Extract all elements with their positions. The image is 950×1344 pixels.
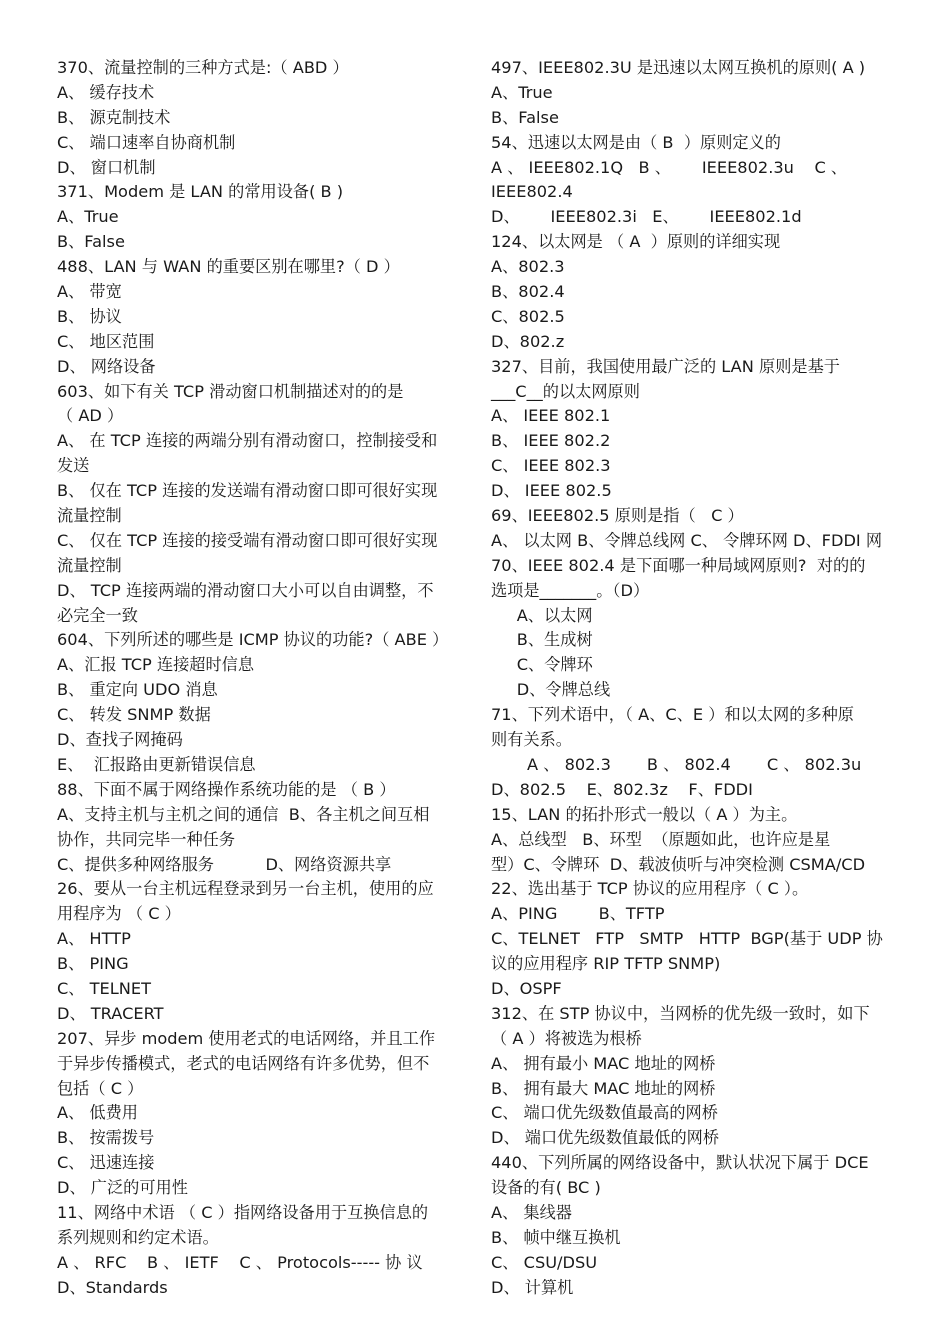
text-line: D、OSPF bbox=[491, 978, 562, 998]
text-line: A、 拥有最小 MAC 地址的网桥 bbox=[491, 1053, 716, 1073]
text-line: 327、目前，我国使用最广泛的 LAN 原则是基于 bbox=[491, 356, 840, 376]
text-line: D、 端口优先级数值最低的网桥 bbox=[491, 1128, 720, 1148]
text-line: D、802.5 E、802.3z F、FDDI bbox=[491, 779, 753, 799]
text-line: 系列规则和约定术语。 bbox=[57, 1227, 219, 1247]
text-line: 312、在 STP 协议中，当网桥的优先级一致时，如下 bbox=[491, 1003, 870, 1023]
text-line: 11、网络中术语 （ C ）指网络设备用于互换信息的 bbox=[57, 1202, 429, 1222]
text-line: A 、 802.3 B 、 802.4 C 、 802.3u bbox=[491, 754, 862, 774]
text-line: C、TELNET FTP SMTP HTTP BGP(基于 UDP 协 bbox=[491, 929, 883, 949]
text-line: 包括（ C ） bbox=[57, 1078, 144, 1098]
text-line: 54、迅速以太网是由（ B ）原则定义的 bbox=[491, 132, 781, 152]
text-line: A、 集线器 bbox=[491, 1202, 572, 1222]
text-line: A、802.3 bbox=[491, 257, 565, 277]
text-line: A、支持主机与主机之间的通信 B、各主机之间互相 bbox=[57, 804, 430, 824]
left-column bbox=[57, 56, 459, 1301]
text-line: B、 源克制技术 bbox=[57, 107, 171, 127]
text-line: A、汇报 TCP 连接超时信息 bbox=[57, 655, 255, 675]
text-line: C、 IEEE 802.3 bbox=[491, 456, 611, 476]
text-line: B、 协议 bbox=[57, 306, 122, 326]
text-line: 26、要从一台主机远程登录到另一台主机，使用的应 bbox=[57, 879, 434, 899]
text-line: D、 TCP 连接两端的滑动窗口大小可以自由调整，不 bbox=[57, 580, 434, 600]
text-line: 488、LAN 与 WAN 的重要区别在哪里?（ D ） bbox=[57, 257, 400, 277]
text-line: 497、IEEE802.3U 是迅速以太网互换机的原则( A ) bbox=[491, 58, 866, 77]
text-line: 流量控制 bbox=[57, 555, 122, 575]
text-line: D、Standards bbox=[57, 1277, 168, 1297]
text-line: C、 CSU/DSU bbox=[491, 1252, 598, 1272]
text-line: 604、下列所述的哪些是 ICMP 协议的功能?（ ABE ） bbox=[57, 630, 449, 650]
text-line: C、 端口速率自协商机制 bbox=[57, 132, 236, 152]
text-line: 15、LAN 的拓扑形式一般以（ A ）为主。 bbox=[491, 804, 798, 824]
text-line: 603、如下有关 TCP 滑动窗口机制描述对的的是 bbox=[57, 381, 404, 401]
text-line: 必完全一致 bbox=[57, 605, 138, 625]
text-line: B、 按需拨号 bbox=[57, 1128, 155, 1148]
text-line: A、 IEEE 802.1 bbox=[491, 406, 611, 426]
text-line: D、 窗口机制 bbox=[57, 157, 156, 177]
text-line: C、 转发 SNMP 数据 bbox=[57, 705, 211, 725]
text-line: 370、流量控制的三种方式是:（ ABD ） bbox=[57, 58, 349, 77]
text-line: C、 端口优先级数值最高的网桥 bbox=[491, 1103, 718, 1123]
right-column bbox=[491, 56, 893, 1301]
text-line: E、 汇报路由更新错误信息 bbox=[57, 754, 256, 774]
text-line: 88、下面不属于网络操作系统功能的是 （ B ） bbox=[57, 779, 396, 799]
text-line: 371、Modem 是 LAN 的常用设备( B ) bbox=[57, 182, 344, 202]
text-line: A、总线型 B、环型 （原题如此，也许应是星 bbox=[491, 829, 831, 849]
text-line: A、PING B、TFTP bbox=[491, 904, 665, 924]
text-line: B、False bbox=[57, 232, 125, 252]
text-line: B、 IEEE 802.2 bbox=[491, 431, 611, 451]
text-line: 用程序为 （ C ） bbox=[57, 904, 181, 924]
text-line: D、 IEEE 802.5 bbox=[491, 481, 612, 501]
text-line: A、 以太网 B、令牌总线网 C、 令牌环网 D、FDDI 网 bbox=[491, 530, 883, 550]
text-line: C、 仅在 TCP 连接的接受端有滑动窗口即可很好实现 bbox=[57, 530, 438, 550]
text-line: C、 迅速连接 bbox=[57, 1153, 155, 1173]
text-line: B、False bbox=[491, 107, 559, 127]
text-line: B、生成树 bbox=[491, 630, 593, 650]
text-line: 71、下列术语中，（ A、C、E ）和以太网的多种原 bbox=[491, 705, 854, 725]
text-line: （ A ）将被选为根桥 bbox=[491, 1028, 642, 1048]
text-line: 69、IEEE802.5 原则是指（ C ） bbox=[491, 506, 744, 526]
text-line: D、 计算机 bbox=[491, 1277, 574, 1297]
text-line: A、True bbox=[491, 82, 553, 102]
text-line: 124、以太网是 （ A ）原则的详细实现 bbox=[491, 232, 781, 252]
text-line: （ AD ） bbox=[57, 406, 124, 426]
text-line: D、 广泛的可用性 bbox=[57, 1178, 188, 1198]
text-line: A 、 IEEE802.1Q B 、 IEEE802.3u C 、 bbox=[491, 157, 848, 177]
text-line: IEEE802.4 bbox=[491, 182, 573, 202]
text-line: B、 重定向 UDO 消息 bbox=[57, 680, 218, 700]
text-line: C、 地区范围 bbox=[57, 331, 155, 351]
text-line: C、令牌环 bbox=[491, 655, 593, 675]
text-line: 440、下列所属的网络设备中，默认状况下属于 DCE bbox=[491, 1153, 869, 1173]
text-line: 发送 bbox=[57, 456, 90, 476]
text-line: A 、 RFC B 、 IETF C 、 Protocols----- 协 议 bbox=[57, 1252, 423, 1272]
text-line: ___C__的以太网原则 bbox=[491, 381, 640, 401]
text-line: B、 帧中继互换机 bbox=[491, 1227, 621, 1247]
text-line: A、 低费用 bbox=[57, 1103, 138, 1123]
text-line: B、802.4 bbox=[491, 282, 565, 302]
text-line: A、 缓存技术 bbox=[57, 82, 155, 102]
text-line: D、 TRACERT bbox=[57, 1003, 164, 1023]
text-line: C、 TELNET bbox=[57, 978, 151, 998]
text-line: A、True bbox=[57, 207, 119, 227]
text-line: 207、异步 modem 使用老式的电话网络，并且工作 bbox=[57, 1028, 436, 1048]
text-line: B、 拥有最大 MAC 地址的网桥 bbox=[491, 1078, 716, 1098]
text-line: 22、选出基于 TCP 协议的应用程序（ C ）。 bbox=[491, 879, 809, 899]
text-line: 协作，共同完毕一种任务 bbox=[57, 829, 236, 849]
text-line: B、 PING bbox=[57, 954, 129, 974]
text-line: A、 带宽 bbox=[57, 282, 122, 302]
text-line: B、 仅在 TCP 连接的发送端有滑动窗口即可很好实现 bbox=[57, 481, 438, 501]
text-line: A、以太网 bbox=[491, 605, 593, 625]
text-line: C、802.5 bbox=[491, 306, 565, 326]
text-line: D、802.z bbox=[491, 331, 565, 351]
text-line: A、 HTTP bbox=[57, 929, 131, 949]
text-line: A、 在 TCP 连接的两端分别有滑动窗口，控制接受和 bbox=[57, 431, 438, 451]
text-line: 70、IEEE 802.4 是下面哪一种局域网原则? 对的的 bbox=[491, 555, 866, 575]
text-line: 设备的有( BC ) bbox=[491, 1178, 601, 1198]
text-line: 选项是_______。（D） bbox=[491, 580, 650, 600]
text-line: D、查找子网掩码 bbox=[57, 730, 183, 750]
text-line: 则有关系。 bbox=[491, 730, 572, 750]
text-line: 议的应用程序 RIP TFTP SNMP) bbox=[491, 954, 721, 974]
text-line: 型）C、令牌环 D、载波侦听与冲突检测 CSMA/CD bbox=[491, 854, 866, 874]
text-line: C、提供多种网络服务 D、网络资源共享 bbox=[57, 854, 392, 874]
text-line: 于异步传播模式，老式的电话网络有许多优势，但不 bbox=[57, 1053, 430, 1073]
text-line: D、 IEEE802.3i E、 IEEE802.1d bbox=[491, 207, 802, 227]
text-line: 流量控制 bbox=[57, 506, 122, 526]
text-line: D、 网络设备 bbox=[57, 356, 156, 376]
text-line: D、令牌总线 bbox=[491, 680, 611, 700]
